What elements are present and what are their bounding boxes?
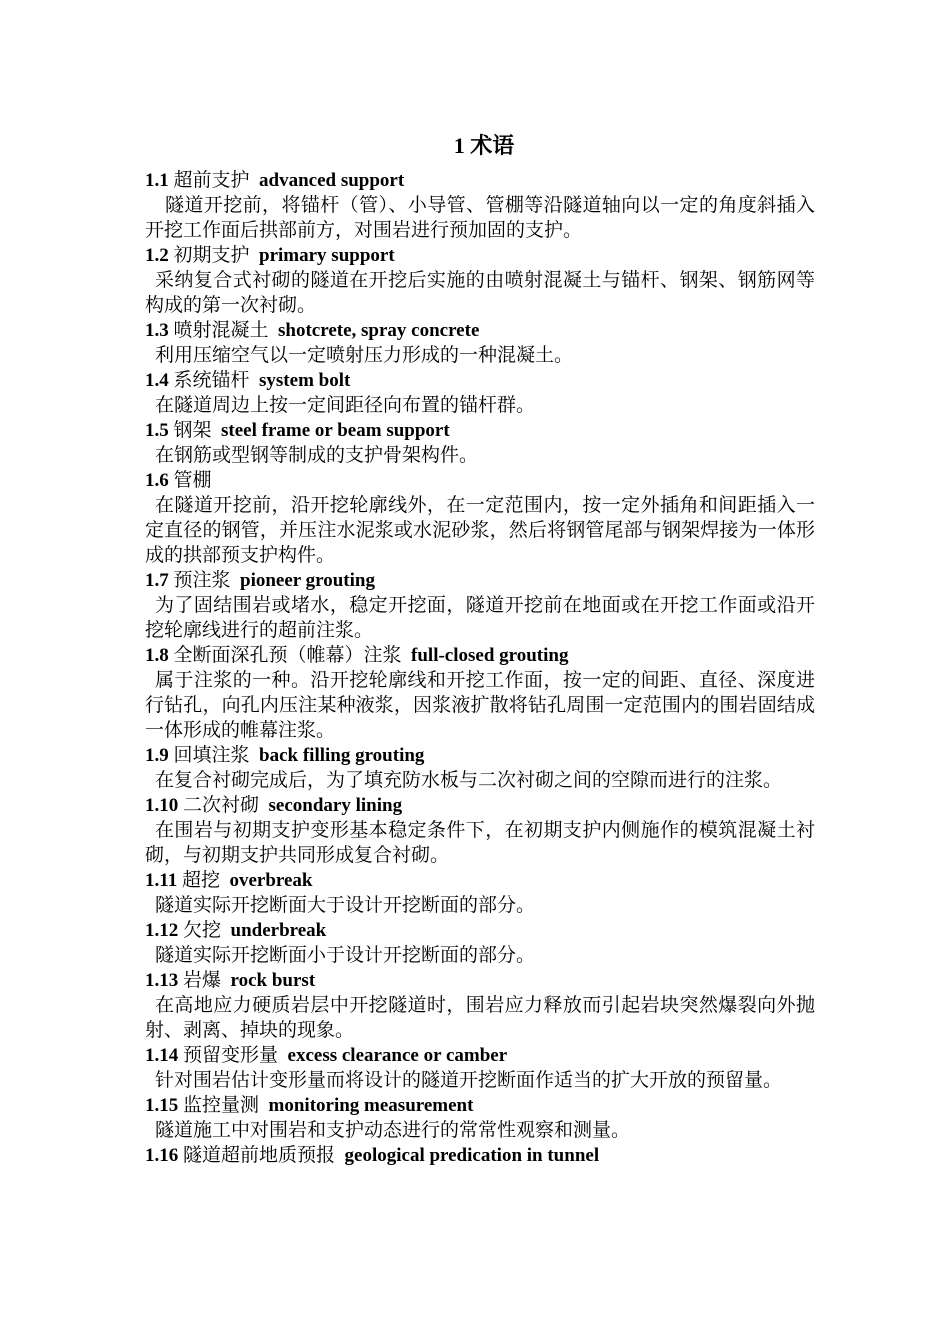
- term-number: 1.16: [145, 1145, 179, 1166]
- term-heading: [145, 418, 815, 443]
- term-chinese: 喷射混凝土: [173, 320, 269, 341]
- term-heading: [145, 243, 815, 268]
- term-english: pioneer grouting: [240, 570, 375, 591]
- term-chinese: 欠挖: [183, 920, 222, 941]
- term-chinese: 预留变形量: [183, 1045, 279, 1066]
- term-number: 1.10: [145, 795, 179, 816]
- term-heading: [145, 918, 815, 943]
- term-definition: 为了固结围岩或堵水，稳定开挖面，隧道开挖前在地面或在开挖工作面或沿开挖轮廓线进行的超前注浆。: [145, 595, 815, 641]
- term-english: overbreak: [229, 870, 313, 891]
- document-page: [145, 130, 815, 1168]
- term-chinese: 监控量测: [183, 1095, 260, 1116]
- term-english: shotcrete, spray concrete: [278, 320, 480, 341]
- term-english: secondary lining: [268, 795, 403, 816]
- term-chinese: 预注浆: [173, 570, 231, 591]
- term-definition: 利用压缩空气以一定喷射压力形成的一种混凝土。: [155, 345, 574, 366]
- term-chinese: 初期支护: [173, 245, 250, 266]
- term-english: full-closed grouting: [411, 645, 569, 666]
- term-number: 1.5: [145, 420, 169, 441]
- term-definition: 隧道开挖前，将锚杆（管）、小导管、管棚等沿隧道轴向以一定的角度斜插入开挖工作面后拱部前方，对围岩进行预加固的支护。: [145, 195, 815, 241]
- term-heading: [145, 1093, 815, 1118]
- term-number: 1.15: [145, 1095, 179, 1116]
- term-heading: [145, 643, 815, 668]
- term-definition: 隧道实际开挖断面大于设计开挖断面的部分。: [155, 895, 536, 916]
- term-chinese: 回填注浆: [173, 745, 250, 766]
- term-definition: 针对围岩估计变形量而将设计的隧道开挖断面作适当的扩大开放的预留量。: [155, 1070, 783, 1091]
- term-english: primary support: [259, 245, 395, 266]
- term-number: 1.7: [145, 570, 169, 591]
- term-heading: [145, 468, 815, 493]
- term-english: excess clearance or camber: [287, 1045, 508, 1066]
- term-heading: [145, 368, 815, 393]
- term-heading: [145, 743, 815, 768]
- term-heading: [145, 318, 815, 343]
- term-number: 1.4: [145, 370, 169, 391]
- term-number: 1.8: [145, 645, 169, 666]
- page-title: 1 术语: [453, 133, 515, 158]
- term-definition: 隧道实际开挖断面小于设计开挖断面的部分。: [155, 945, 536, 966]
- term-chinese: 超挖: [181, 870, 220, 891]
- term-heading: [145, 1043, 815, 1068]
- term-chinese: 全断面深孔预（帷幕）注浆: [173, 645, 402, 666]
- term-definition: 在复合衬砌完成后，为了填充防水板与二次衬砌之间的空隙而进行的注浆。: [155, 770, 783, 791]
- term-number: 1.11: [145, 870, 178, 891]
- term-heading: [145, 568, 815, 593]
- term-heading: [145, 868, 815, 893]
- term-heading: [145, 1143, 815, 1168]
- term-number: 1.14: [145, 1045, 179, 1066]
- term-chinese: 岩爆: [183, 970, 222, 991]
- term-chinese: 超前支护: [173, 170, 250, 191]
- term-number: 1.12: [145, 920, 179, 941]
- term-definition: 隧道施工中对围岩和支护动态进行的常常性观察和测量。: [155, 1120, 631, 1141]
- term-definition: 在钢筋或型钢等制成的支护骨架构件。: [155, 445, 479, 466]
- term-list: [145, 168, 815, 1168]
- term-definition: 采纳复合式衬砌的隧道在开挖后实施的由喷射混凝土与锚杆、钢架、钢筋网等构成的第一次衬砌。: [145, 270, 815, 316]
- term-number: 1.3: [145, 320, 169, 341]
- term-number: 1.2: [145, 245, 169, 266]
- term-definition: 在隧道周边上按一定间距径向布置的锚杆群。: [155, 395, 536, 416]
- term-heading: [145, 793, 815, 818]
- term-english: rock burst: [230, 970, 316, 991]
- term-number: 1.1: [145, 170, 169, 191]
- term-english: advanced support: [259, 170, 405, 191]
- term-definition: 在隧道开挖前，沿开挖轮廓线外，在一定范围内，按一定外插角和间距插入一定直径的钢管，并压注水泥浆或水泥砂浆，然后将钢管尾部与钢架焊接为一体形成的拱部预支护构件。: [145, 495, 815, 566]
- term-heading: [145, 168, 815, 193]
- term-english: system bolt: [259, 370, 351, 391]
- term-definition: 在围岩与初期支护变形基本稳定条件下，在初期支护内侧施作的模筑混凝土衬砌，与初期支护共同形成复合衬砌。: [145, 820, 815, 866]
- term-chinese: 隧道超前地质预报: [183, 1145, 336, 1166]
- term-english: underbreak: [230, 920, 327, 941]
- term-chinese: 二次衬砌: [183, 795, 260, 816]
- term-english: monitoring measurement: [268, 1095, 474, 1116]
- term-chinese: 钢架: [173, 420, 212, 441]
- term-number: 1.9: [145, 745, 169, 766]
- term-chinese: 系统锚杆: [173, 370, 250, 391]
- term-definition: 属于注浆的一种。沿开挖轮廓线和开挖工作面，按一定的间距、直径、深度进行钻孔，向孔内压注某种液浆，因浆液扩散将钻孔周围一定范围内的围岩固结成一体形成的帷幕注浆。: [145, 670, 815, 741]
- term-heading: [145, 968, 815, 993]
- term-english: back filling grouting: [259, 745, 425, 766]
- term-english: steel frame or beam support: [221, 420, 450, 441]
- term-number: 1.6: [145, 470, 169, 491]
- term-number: 1.13: [145, 970, 179, 991]
- term-definition: 在高地应力硬质岩层中开挖隧道时，围岩应力释放而引起岩块突然爆裂向外抛射、剥离、掉块的现象。: [145, 995, 815, 1041]
- term-chinese: 管棚: [173, 470, 212, 491]
- term-english: geological predication in tunnel: [344, 1145, 600, 1166]
